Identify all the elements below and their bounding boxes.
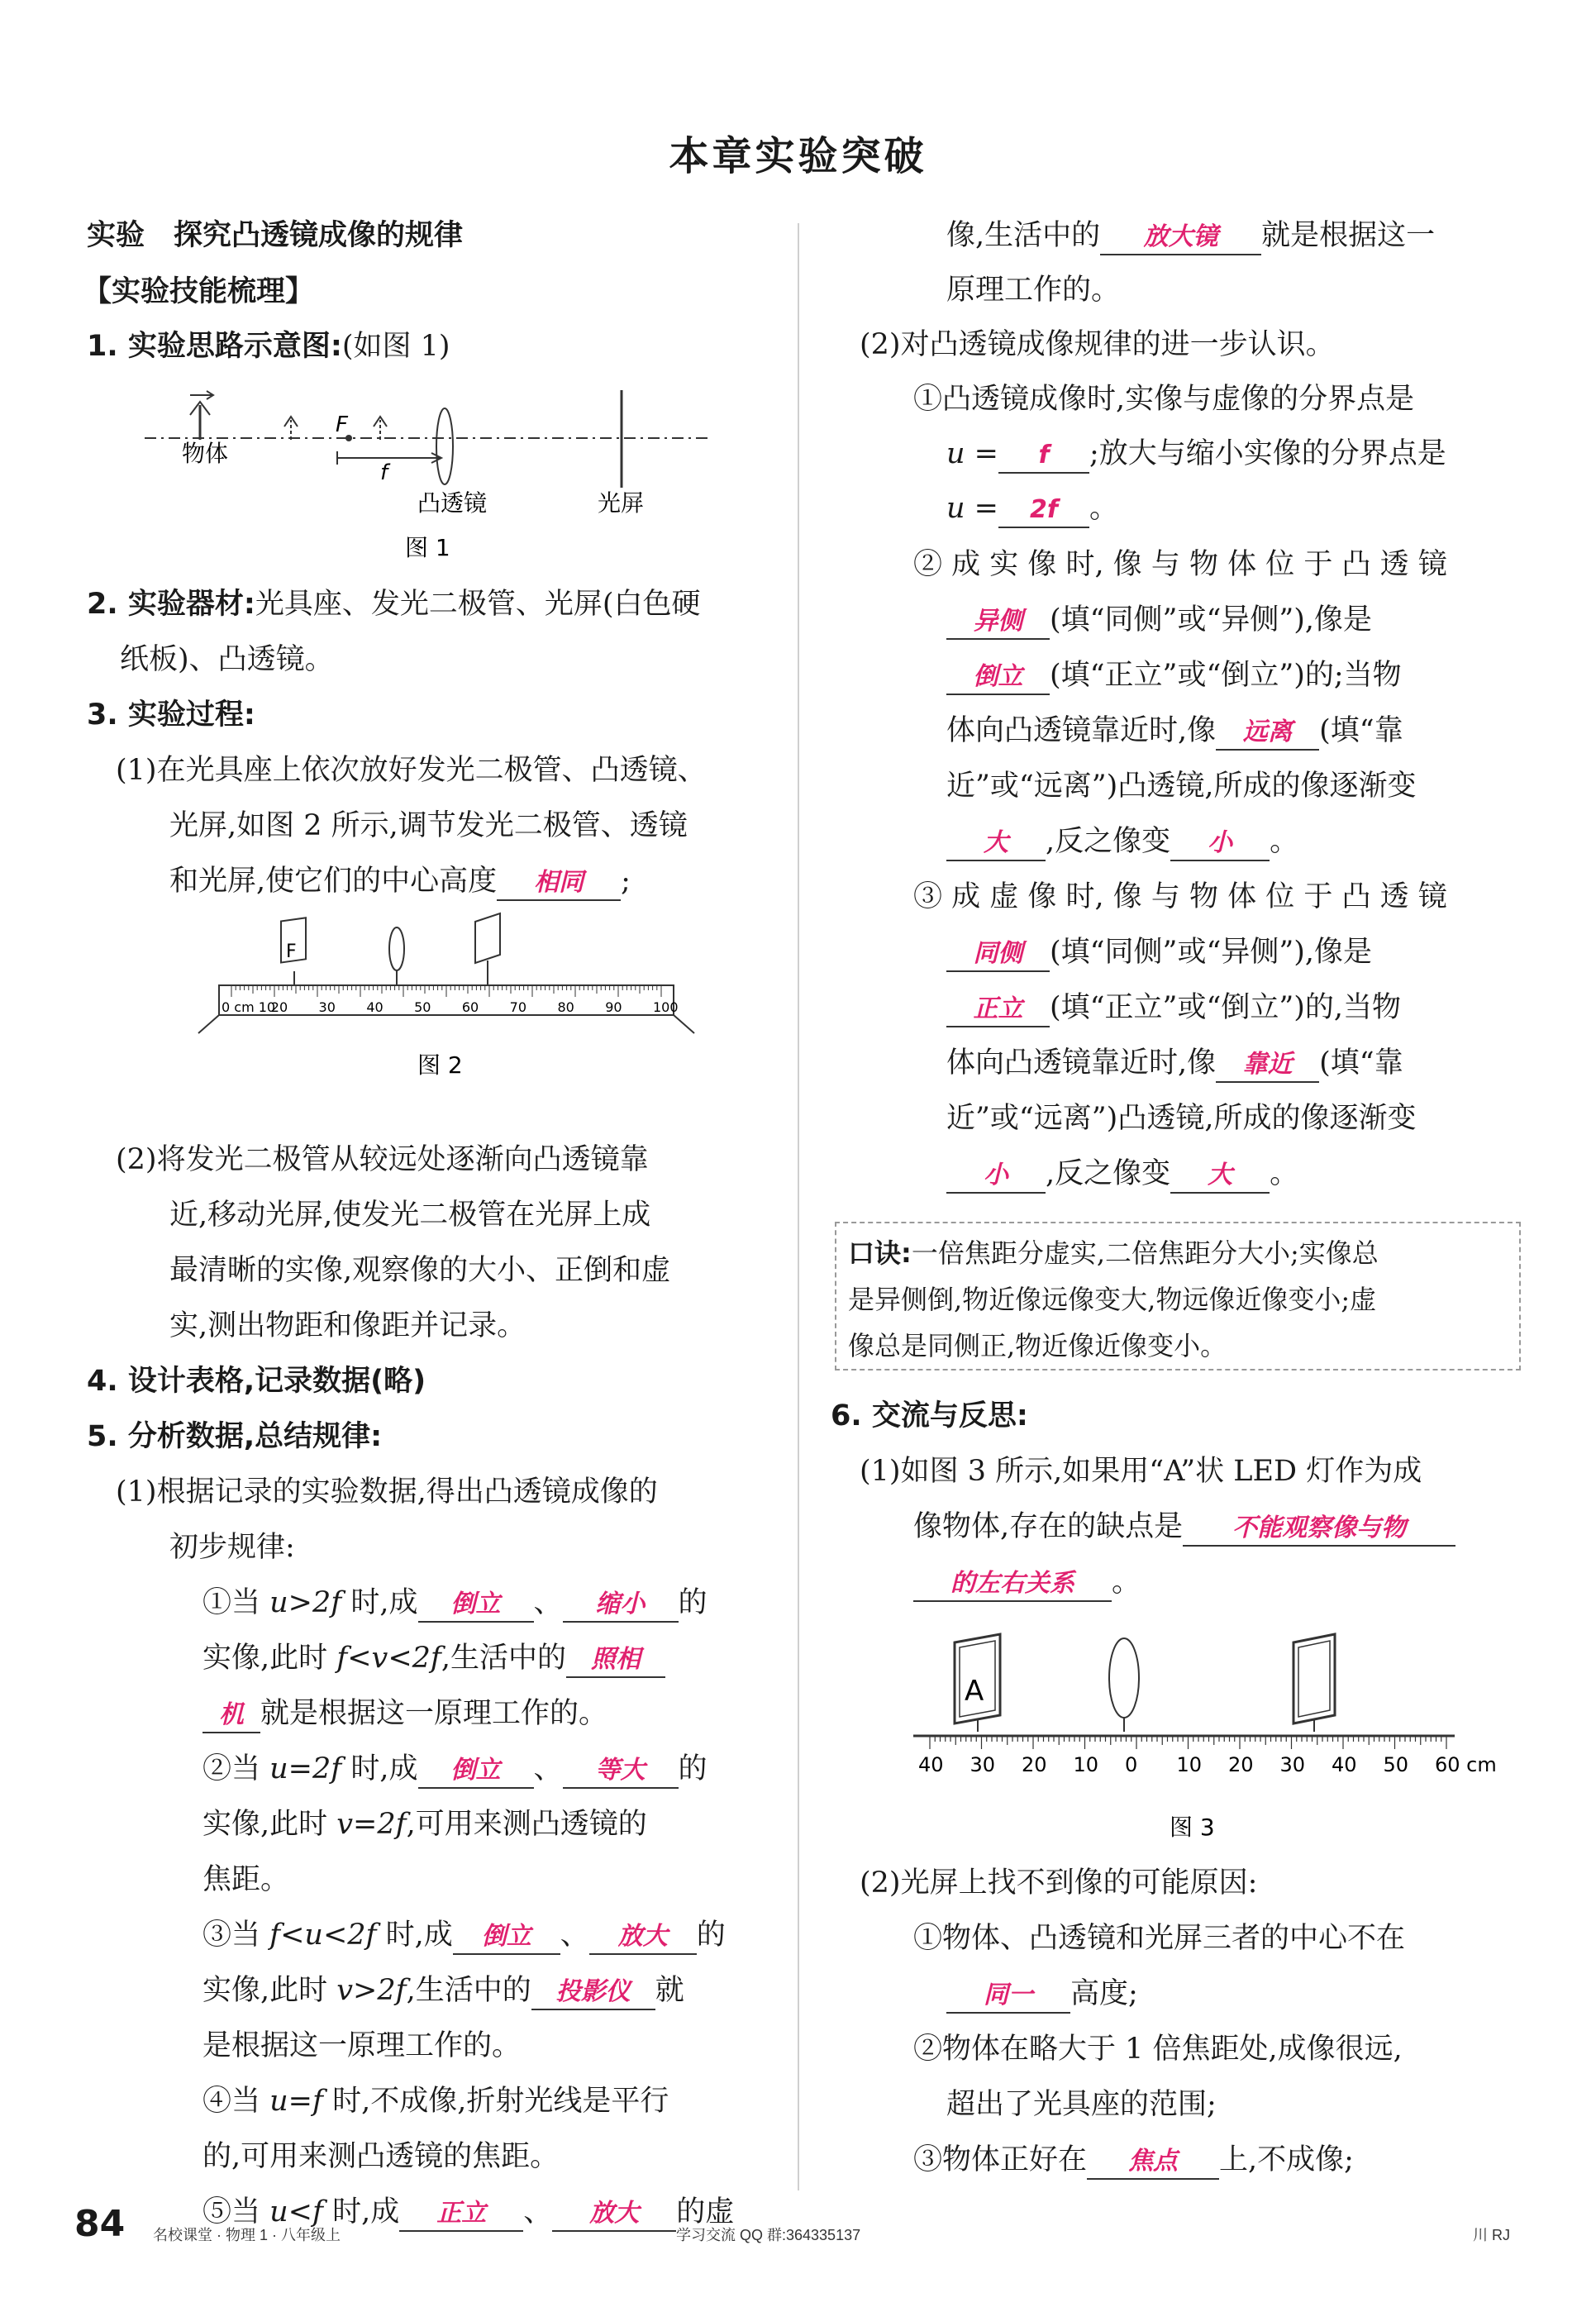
answer-blank[interactable]: 机 (202, 1699, 260, 1733)
s2-line-1 (87, 577, 701, 632)
r1-l3a: u = (946, 492, 998, 525)
fig2-tick-labels (222, 999, 679, 1015)
r1-l2b: ;放大与缩小实像的分界点是 (1089, 437, 1446, 470)
case2-l1 (202, 1742, 707, 1797)
r2-l2b: (填“同侧”或“异侧”),像是 (1050, 603, 1373, 636)
ruler-tick-label: 90 (605, 999, 622, 1015)
r1-l3 (946, 481, 1118, 536)
fig3-caption: 图 3 (1170, 1814, 1215, 1841)
ruler-tick-label: 0 cm 10 (222, 999, 276, 1015)
s6-q1-l2 (946, 1966, 1138, 2022)
case4-pre: ④当 (202, 2085, 270, 2118)
s2-line-2: 纸板)、凸透镜。 (120, 643, 334, 676)
footer-book-title: 名校课堂 · 物理 1 · 八年级上 (153, 2227, 341, 2243)
answer-blank[interactable]: 同一 (946, 1979, 1070, 2014)
mnemonic-line-2: 是异侧倒,物近像远像变大,物远像近像变小;虚 (848, 1284, 1377, 1315)
ruler-tick-label: 10 (1176, 1753, 1203, 1776)
answer-blank[interactable]: 放大镜 (1100, 221, 1261, 255)
s6-q1-l1: ①物体、凸透镜和光屏三者的中心不在 (913, 1922, 1406, 1955)
answer-blank[interactable]: 放大 (589, 1920, 697, 1955)
s6-p1-l2a: 像物体,存在的缺点是 (913, 1510, 1184, 1543)
answer-blank[interactable]: 正立 (946, 993, 1050, 1027)
case1-l3 (202, 1686, 607, 1742)
case3-l3: 是根据这一原理工作的。 (202, 2029, 522, 2062)
mnemonic-label: 口诀: (848, 1237, 912, 1269)
fig2-screen (475, 913, 500, 963)
case4-l1 (202, 2074, 669, 2129)
s1-heading: 1. 实验思路示意图: (87, 330, 342, 363)
r3-l4 (946, 1036, 1403, 1091)
r3-l2b: (填“同侧”或“异侧”),像是 (1050, 936, 1373, 969)
s1-note: (如图 1) (341, 330, 450, 363)
case2-l2b: ,可用来测凸透镜的 (406, 1808, 647, 1841)
fig2-lens (389, 927, 404, 970)
ruler-tick-label: 30 (318, 999, 336, 1015)
s6-p1-l1: (1)如图 3 所示,如果用“A”状 LED 灯作为成 (860, 1455, 1422, 1488)
answer-blank[interactable]: 不能观察像与物 (1183, 1512, 1455, 1547)
answer-blank[interactable]: 大 (1170, 1159, 1270, 1194)
case1-l2 (202, 1631, 665, 1686)
r1-l2 (946, 427, 1446, 482)
s3-p1-l2: 光屏,如图 2 所示,调节发光二极管、透镜 (169, 809, 688, 842)
case5-pre: ⑤当 (202, 2195, 270, 2229)
case2-cond: u=2f (269, 1752, 342, 1785)
ruler-tick-label: 60 cm (1435, 1753, 1497, 1776)
p2-heading: (2)对凸透镜成像规律的进一步认识。 (860, 328, 1335, 361)
fig2-ruler (231, 985, 661, 997)
c5-cont-b: 就是根据这一 (1261, 219, 1436, 252)
s3-p2-l2: 近,移动光屏,使发光二极管在光屏上成 (169, 1199, 651, 1232)
r3-l2 (946, 925, 1372, 980)
r2-l6b: ,反之像变 (1046, 825, 1171, 858)
c5-cont-2: 原理工作的。 (946, 274, 1121, 307)
case1-l2a: 实像,此时 (202, 1642, 337, 1675)
r3-l1: ③ 成 虚 像 时, 像 与 物 体 位 于 凸 透 镜 (913, 880, 1447, 913)
answer-blank[interactable]: 倒立 (418, 1754, 534, 1789)
case2-mid: 时,成 (341, 1752, 418, 1785)
ruler-tick-label: 100 (653, 999, 679, 1015)
s3-p2-l4: 实,测出物距和像距并记录。 (169, 1309, 526, 1342)
s5-heading: 5. 分析数据,总结规律: (87, 1420, 383, 1453)
ruler-tick-label: 30 (1279, 1753, 1306, 1776)
r3-l6b: ,反之像变 (1046, 1157, 1171, 1190)
footer-edition: 川 RJ (1473, 2227, 1510, 2243)
case1-l2cond: f<v<2f (336, 1642, 441, 1675)
case1-pre: ①当 (202, 1586, 270, 1619)
r2-l5: 近”或“远离”)凸透镜,所成的像逐渐变 (946, 770, 1417, 803)
answer-blank[interactable]: 的左右关系 (913, 1567, 1112, 1602)
fig2-caption: 图 2 (417, 1051, 463, 1079)
r3-l6c: 。 (1270, 1157, 1299, 1190)
ruler-tick-label: 20 (1228, 1753, 1254, 1776)
answer-blank[interactable]: 放大 (552, 2197, 676, 2232)
case3-l2 (202, 1963, 684, 2019)
s3-p1-l3a: 和光屏,使它们的中心高度 (169, 865, 498, 898)
case5-cond: u<f (269, 2195, 323, 2229)
s3-p2-l1: (2)将发光二极管从较远处逐渐向凸透镜靠 (116, 1143, 649, 1176)
column-divider (798, 223, 799, 2190)
r2-l3b: (填“正立”或“倒立”)的;当物 (1050, 659, 1402, 692)
ruler-tick-label: 40 (1332, 1753, 1357, 1776)
mnemonic-line-3: 像总是同侧正,物近像近像变小。 (848, 1330, 1227, 1361)
case2-l3: 焦距。 (202, 1863, 290, 1896)
fig3-A-label: A (965, 1675, 984, 1708)
s6-heading: 6. 交流与反思: (831, 1399, 1028, 1432)
r1-l1: ①凸透镜成像时,实像与虚像的分界点是 (913, 383, 1415, 416)
answer-blank[interactable]: 焦点 (1087, 2145, 1219, 2180)
fig1-caption: 图 1 (405, 534, 450, 561)
s6-q2-l1: ②物体在略大于 1 倍焦距处,成像很远, (913, 2033, 1403, 2066)
case1-l2b: ,生活中的 (441, 1642, 567, 1675)
ruler-tick-label: 70 (509, 999, 527, 1015)
s4-heading: 4. 设计表格,记录数据(略) (87, 1365, 426, 1398)
r3-l4a: 体向凸透镜靠近时,像 (946, 1046, 1217, 1080)
r2-l6 (946, 814, 1298, 870)
answer-blank[interactable]: 倒立 (418, 1588, 534, 1623)
case4-l2: 的,可用来测凸透镜的焦距。 (202, 2140, 560, 2173)
s6-q3-a: ③物体正好在 (913, 2143, 1088, 2176)
answer-blank[interactable]: 异侧 (946, 605, 1050, 640)
r2-l4a: 体向凸透镜靠近时,像 (946, 714, 1217, 747)
ruler-tick-label: 40 (366, 999, 384, 1015)
r3-l5: 近”或“远离”)凸透镜,所成的像逐渐变 (946, 1102, 1417, 1135)
answer-blank[interactable]: 2f (998, 493, 1089, 528)
fig3-ruler (930, 1736, 1446, 1749)
case2-sep: 、 (533, 1752, 563, 1785)
case3-l2b: ,生活中的 (406, 1974, 531, 2007)
s6-q3-l1 (913, 2133, 1354, 2188)
answer-blank[interactable]: 同侧 (946, 937, 1050, 972)
ruler-tick-label: 50 (1383, 1753, 1409, 1776)
case1-l3b: 就是根据这一原理工作的。 (260, 1697, 608, 1730)
case2-l2a: 实像,此时 (202, 1808, 337, 1841)
case5-sep: 、 (523, 2195, 553, 2229)
case4-cond: u=f (269, 2085, 323, 2118)
answer-blank[interactable]: 小 (1170, 827, 1270, 861)
r3-l3 (946, 980, 1401, 1036)
r2-l2 (946, 593, 1372, 648)
fig1-lens-label: 凸透镜 (417, 489, 488, 517)
ruler-tick-label: 20 (270, 999, 288, 1015)
answer-blank[interactable]: 正立 (399, 2197, 523, 2232)
ruler-tick-label: 50 (414, 999, 431, 1015)
case2-l2 (202, 1797, 647, 1852)
case2-l2cond: v=2f (336, 1808, 407, 1841)
fig1-F-label: F (336, 412, 348, 437)
case4-mid: 时,不成像,折射光线是平行 (322, 2085, 669, 2118)
s6-q1-l2b: 高度; (1070, 1977, 1138, 2010)
ruler-tick-label: 20 (1022, 1753, 1047, 1776)
ruler-tick-label: 0 (1125, 1753, 1138, 1776)
case3-l2a: 实像,此时 (202, 1974, 337, 2007)
skills-heading: 【实验技能梳理】 (83, 275, 315, 308)
case3-cond: f<u<2f (269, 1919, 377, 1952)
fig1-f-label: f (380, 460, 388, 485)
figure-3 (905, 1616, 1497, 1847)
r1-l2a: u = (946, 437, 998, 470)
r2-l4b: (填“靠 (1319, 714, 1403, 747)
case1-post: 的 (678, 1586, 707, 1619)
case5-mid: 时,成 (322, 2195, 400, 2229)
r2-l6c: 。 (1270, 825, 1299, 858)
answer-blank[interactable]: 倒立 (946, 660, 1050, 695)
case3-sep: 、 (560, 1919, 589, 1952)
case5-post: 的虚 (676, 2195, 735, 2229)
case3-l1 (202, 1908, 726, 1963)
fig1-object-label: 物体 (182, 440, 229, 467)
fig1-screen-label: 光屏 (598, 489, 645, 517)
mnemonic-box (835, 1222, 1521, 1371)
fig1-lens (436, 408, 453, 484)
answer-blank[interactable]: 靠近 (1216, 1048, 1319, 1083)
case3-pre: ③当 (202, 1919, 270, 1952)
s6-p1-l3b: 。 (1112, 1566, 1141, 1599)
answer-blank[interactable]: 投影仪 (531, 1976, 655, 2010)
case3-l2cond: v>2f (336, 1974, 407, 2007)
s2-heading: 2. 实验器材: (87, 588, 255, 621)
r2-l4 (946, 703, 1403, 759)
answer-blank[interactable]: 大 (946, 827, 1046, 861)
page-title: 本章实验突破 (669, 133, 927, 179)
answer-blank[interactable]: 等大 (563, 1754, 679, 1789)
r3-l3b: (填“正立”或“倒立”)的,当物 (1050, 991, 1402, 1024)
ruler-tick-label: 30 (970, 1753, 996, 1776)
case1-l1 (202, 1575, 707, 1631)
s6-p1-l2 (913, 1499, 1455, 1555)
case2-post: 的 (678, 1752, 707, 1785)
figure-2 (190, 909, 703, 1087)
fig3-tick-labels (918, 1753, 1497, 1776)
footer-qq-group: 学习交流 QQ 群:364335137 (676, 2227, 861, 2243)
s3-p2-l3: 最清晰的实像,观察像的大小、正倒和虚 (169, 1254, 671, 1287)
ruler-tick-label: 60 (461, 999, 479, 1015)
s6-p2-heading: (2)光屏上找不到像的可能原因: (860, 1866, 1258, 1900)
s6-q2-l2: 超出了光具座的范围; (946, 2088, 1217, 2121)
figure-1 (132, 372, 719, 570)
answer-blank[interactable]: 缩小 (563, 1588, 679, 1623)
fig2-F-label: F (286, 941, 297, 962)
ruler-tick-label: 40 (918, 1753, 944, 1776)
case1-sep: 、 (533, 1586, 563, 1619)
answer-blank[interactable]: 小 (946, 1159, 1046, 1194)
s3-p1-l1: (1)在光具座上依次放好发光二极管、凸透镜、 (116, 754, 707, 787)
ruler-tick-label: 10 (1073, 1753, 1099, 1776)
s5-p1-l2: 初步规律: (169, 1531, 295, 1564)
experiment-title: 实验 探究凸透镜成像的规律 (87, 219, 464, 252)
r3-l6 (946, 1146, 1298, 1202)
mnemonic-line-1 (848, 1230, 1508, 1276)
s6-q3-b: 上,不成像; (1219, 2143, 1354, 2176)
r2-l1: ② 成 实 像 时, 像 与 物 体 位 于 凸 透 镜 (913, 548, 1447, 581)
page-number: 84 (74, 2203, 126, 2245)
ruler-tick-label: 80 (557, 999, 574, 1015)
answer-blank[interactable]: 照相 (566, 1643, 665, 1678)
s3-p1-l3 (169, 854, 631, 909)
answer-blank[interactable]: 倒立 (453, 1920, 560, 1955)
c5-cont-1 (946, 208, 1435, 264)
s6-p1-l3 (913, 1555, 1141, 1610)
case3-post: 的 (696, 1919, 726, 1952)
answer-blank[interactable]: 远离 (1216, 716, 1319, 751)
case3-mid: 时,成 (376, 1919, 453, 1952)
answer-blank[interactable]: f (998, 439, 1089, 474)
r2-l3 (946, 648, 1402, 703)
case3-l2c: 就 (655, 1974, 684, 2007)
fig3-lens (1109, 1638, 1139, 1718)
s3-heading: 3. 实验过程: (87, 698, 255, 732)
s5-p1-l1: (1)根据记录的实验数据,得出凸透镜成像的 (116, 1475, 658, 1509)
s3-p1-l3b: ; (621, 865, 631, 898)
case1-mid: 时,成 (341, 1586, 418, 1619)
s2-text-1: 光具座、发光二极管、光屏(白色硬 (255, 588, 701, 621)
c5-cont-a: 像,生活中的 (946, 219, 1101, 252)
mnemonic-text-1: 一倍焦距分虚实,二倍焦距分大小;实像总 (911, 1237, 1379, 1269)
s1-line (87, 319, 450, 374)
r3-l4b: (填“靠 (1319, 1046, 1403, 1080)
case2-pre: ②当 (202, 1752, 270, 1785)
answer-blank[interactable]: 相同 (497, 866, 621, 901)
case1-cond: u>2f (269, 1586, 342, 1619)
r1-l3b: 。 (1089, 492, 1119, 525)
